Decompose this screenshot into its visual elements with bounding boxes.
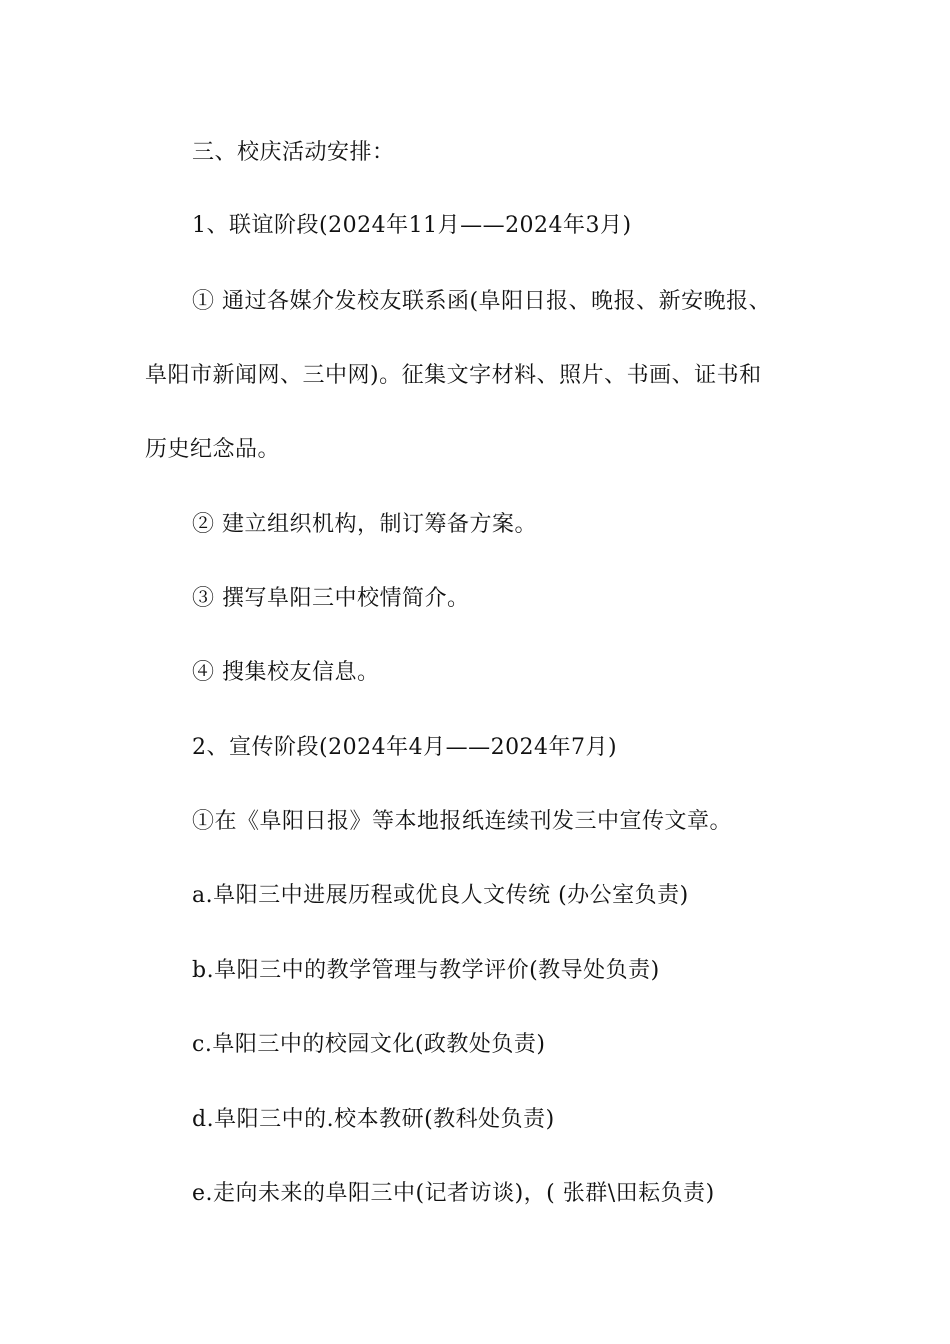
- phase2-item1: ①在《阜阳日报》等本地报纸连续刊发三中宣传文章。: [192, 809, 733, 834]
- phase2-sub-b: b.阜阳三中的教学管理与教学评价(教导处负责): [192, 958, 660, 983]
- phase1-item1-line1: ① 通过各媒介发校友联系函(阜阳日报、晚报、新安晚报、: [192, 289, 772, 314]
- phase2-sub-d: d.阜阳三中的.校本教研(教科处负责): [192, 1107, 555, 1132]
- phase1-item4: ④ 搜集校友信息。: [192, 660, 380, 685]
- phase1-item1-line2: 阜阳市新闻网、三中网)。征集文字材料、照片、书画、证书和: [145, 363, 762, 388]
- phase2-heading: 2、宣传阶段(2024年4月——2024年7月): [192, 735, 618, 760]
- section-heading: 三、校庆活动安排：: [192, 140, 395, 165]
- phase2-sub-c: c.阜阳三中的校园文化(政教处负责): [192, 1032, 546, 1057]
- phase2-sub-a: a.阜阳三中进展历程或优良人文传统 (办公室负责): [192, 883, 689, 908]
- phase2-sub-e: e.走向未来的阜阳三中(记者访谈)，( 张群\田耘负责): [192, 1181, 715, 1206]
- phase1-item1-line3: 历史纪念品。: [145, 437, 281, 462]
- phase1-item2: ② 建立组织机构，制订筹备方案。: [192, 512, 537, 537]
- phase1-heading: 1、联谊阶段(2024年11月——2024年3月): [192, 213, 632, 238]
- phase1-item3: ③ 撰写阜阳三中校情简介。: [192, 586, 470, 611]
